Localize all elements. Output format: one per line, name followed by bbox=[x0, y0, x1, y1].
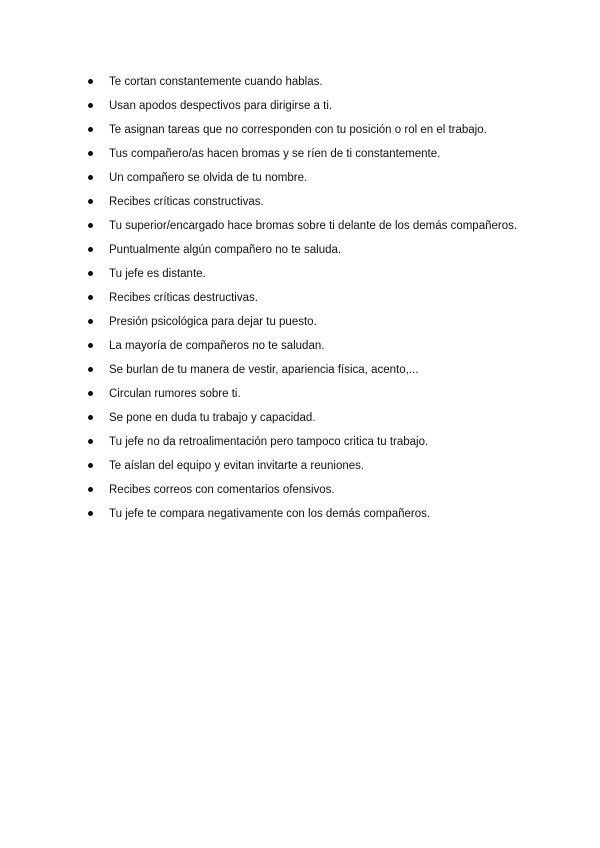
bullet-icon bbox=[88, 415, 93, 420]
list-item bbox=[88, 358, 530, 382]
list-item bbox=[88, 262, 530, 286]
list-item-text: Se burlan de tu manera de vestir, apariencia física, acento,... bbox=[109, 364, 419, 376]
list-item bbox=[88, 166, 530, 190]
list-item-text: Circulan rumores sobre ti. bbox=[109, 388, 241, 400]
bullet-icon bbox=[88, 175, 93, 180]
bullet-icon bbox=[88, 199, 93, 204]
list-item-text: Tu superior/encargado hace bromas sobre ti delante de los demás compañeros. bbox=[109, 220, 518, 232]
list-item-text: Tu jefe no da retroalimentación pero tampoco critica tu trabajo. bbox=[109, 436, 429, 448]
list-item bbox=[88, 214, 530, 238]
list-item bbox=[88, 334, 530, 358]
list-item bbox=[88, 430, 530, 454]
bullet-icon bbox=[88, 223, 93, 228]
list-item bbox=[88, 118, 530, 142]
bullet-icon bbox=[88, 367, 93, 372]
list-item-text: Presión psicológica para dejar tu puesto. bbox=[109, 316, 317, 328]
list-item-text: Recibes correos con comentarios ofensivos. bbox=[109, 484, 335, 496]
list-item-text: Te cortan constantemente cuando hablas. bbox=[109, 76, 323, 88]
list-item-text: Recibes críticas constructivas. bbox=[109, 196, 264, 208]
list-item-text: Tu jefe es distante. bbox=[109, 268, 206, 280]
bullet-icon bbox=[88, 151, 93, 156]
bullet-icon bbox=[88, 343, 93, 348]
bullet-icon bbox=[88, 271, 93, 276]
list-item-text: Usan apodos despectivos para dirigirse a ti. bbox=[109, 100, 333, 112]
bullet-icon bbox=[88, 127, 93, 132]
list-item bbox=[88, 70, 530, 94]
bullet-icon bbox=[88, 511, 93, 516]
bullet-icon bbox=[88, 247, 93, 252]
bullet-icon bbox=[88, 487, 93, 492]
list-item bbox=[88, 94, 530, 118]
list-item-text: Te aíslan del equipo y evitan invitarte a reuniones. bbox=[109, 460, 365, 472]
list-item-text: Puntualmente algún compañero no te saluda. bbox=[109, 244, 342, 256]
list-item-text: Recibes críticas destructivas. bbox=[109, 292, 258, 304]
list-item bbox=[88, 238, 530, 262]
bullet-icon bbox=[88, 319, 93, 324]
list-item bbox=[88, 286, 530, 310]
list-item-text: Un compañero se olvida de tu nombre. bbox=[109, 172, 308, 184]
list-item-text: La mayoría de compañeros no te saludan. bbox=[109, 340, 325, 352]
list-item bbox=[88, 406, 530, 430]
bullet-icon bbox=[88, 79, 93, 84]
list-item-text: Tus compañero/as hacen bromas y se ríen de ti constantemente. bbox=[109, 148, 441, 160]
bullet-list bbox=[88, 70, 530, 526]
list-item bbox=[88, 454, 530, 478]
list-item bbox=[88, 382, 530, 406]
list-item bbox=[88, 502, 530, 526]
bullet-icon bbox=[88, 391, 93, 396]
list-item bbox=[88, 142, 530, 166]
list-item-text: Te asignan tareas que no corresponden con tu posición o rol en el trabajo. bbox=[109, 124, 487, 136]
list-item-text: Se pone en duda tu trabajo y capacidad. bbox=[109, 412, 316, 424]
list-item bbox=[88, 310, 530, 334]
list-item-text: Tu jefe te compara negativamente con los demás compañeros. bbox=[109, 508, 431, 520]
bullet-icon bbox=[88, 295, 93, 300]
bullet-icon bbox=[88, 463, 93, 468]
bullet-icon bbox=[88, 439, 93, 444]
list-item bbox=[88, 478, 530, 502]
list-item bbox=[88, 190, 530, 214]
bullet-icon bbox=[88, 103, 93, 108]
